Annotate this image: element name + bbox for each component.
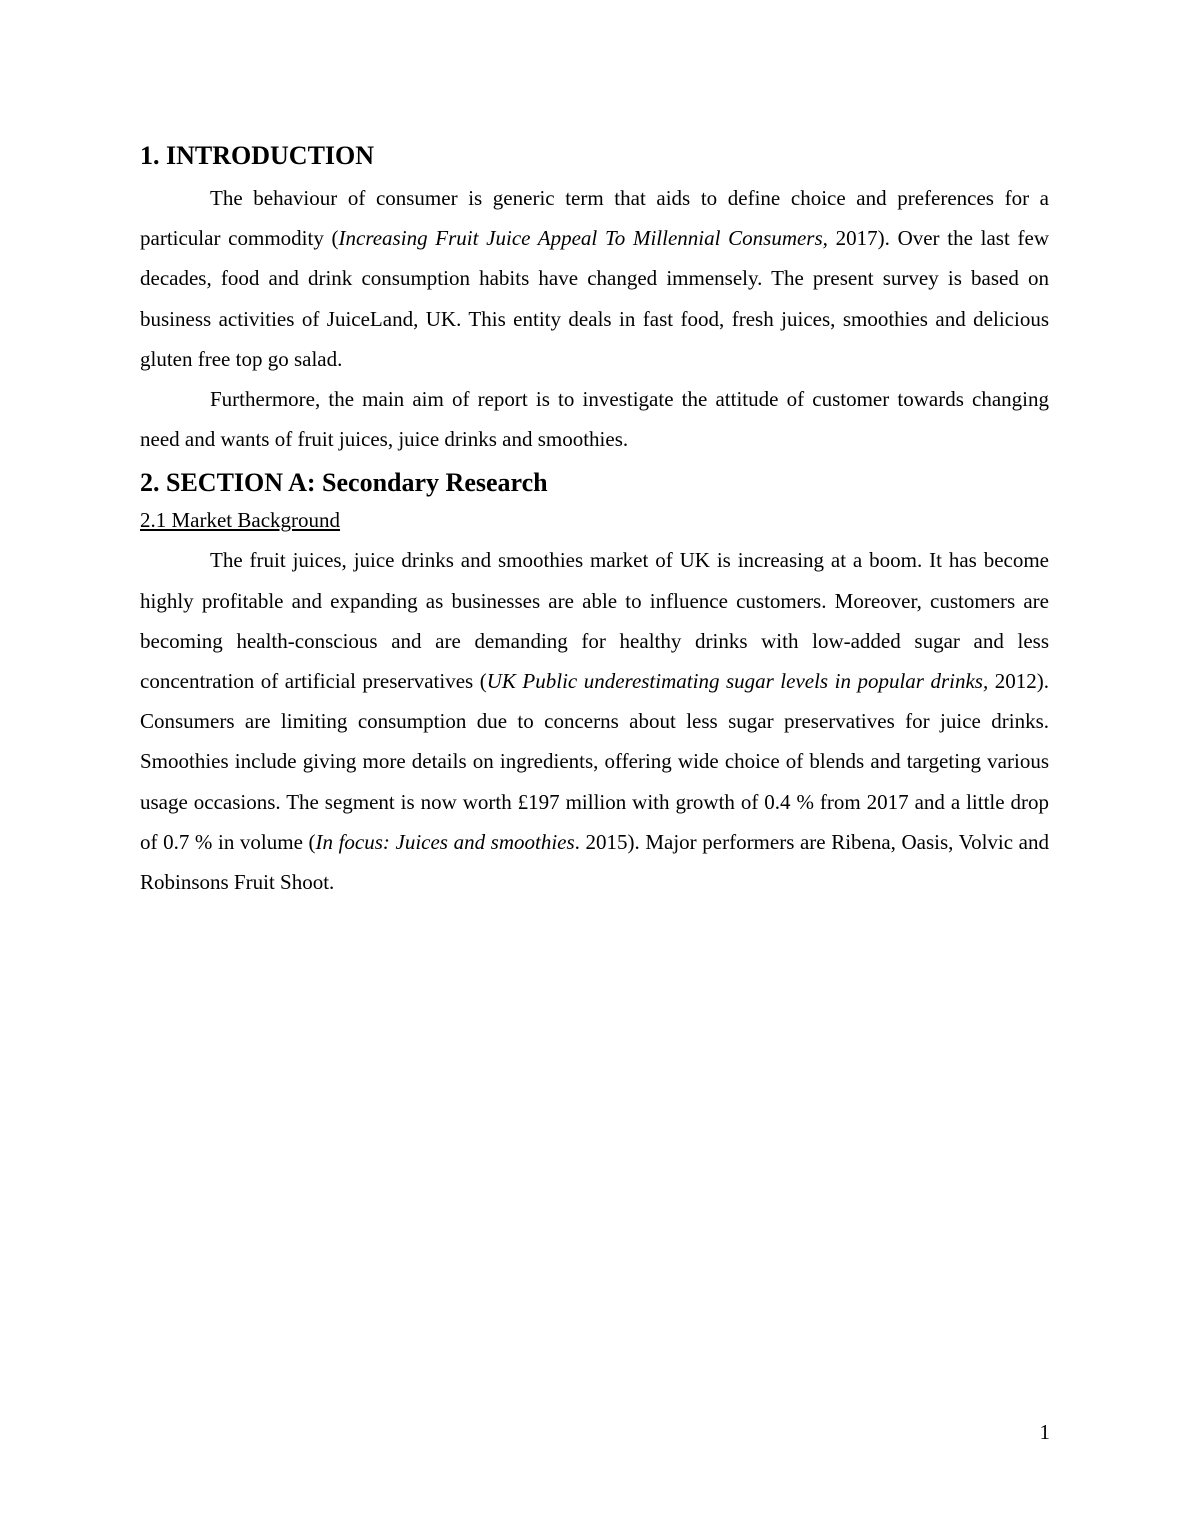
- introduction-heading: 1. INTRODUCTION: [140, 141, 375, 170]
- market-p1-citation-1: UK Public underestimating sugar levels in popular drinks,: [486, 669, 989, 694]
- market-background-paragraph: [140, 540, 1049, 902]
- document-page: [140, 138, 1049, 902]
- market-background-subheading: 2.1 Market Background: [140, 508, 341, 533]
- intro-paragraph-1: [140, 178, 1049, 379]
- market-p1-text-a: The fruit juices, juice drinks and smoothies market of UK is increasing at a boom. It has become highly profitable and expanding as businesses are able to influence customers. Moreover, customers are becoming health-conscious and are demanding for healthy drinks with low-added sugar and less concentration of artificial preservatives (: [140, 548, 1049, 694]
- section-a-heading: 2. SECTION A: Secondary Research: [140, 468, 548, 498]
- intro-p1-citation: Increasing Fruit Juice Appeal To Millennial Consumers,: [338, 226, 828, 251]
- intro-paragraph-2: Furthermore, the main aim of report is to investigate the attitude of customer towards changing need and wants of fruit juices, juice drinks and smoothies.: [140, 387, 1049, 452]
- page-number: 1: [1039, 1420, 1050, 1444]
- market-p1-citation-2: In focus: Juices and smoothies: [315, 829, 575, 854]
- intro-p1-text-b: 2017). Over the last few decades, food and drink consumption habits have changed immensely. The present survey is based on business activities of JuiceLand, UK. This entity deals in fast food, fresh juices, smoothies and delicious gluten free top go salad.: [140, 226, 1049, 371]
- market-p1-text-b: 2012). Consumers are limiting consumption due to concerns about less sugar preservatives for juice drinks. Smoothies include giving more details on ingredients, offering wide choice of blends and targeting various usage occasions. The segment is now worth £197 million with growth of 0.4 % from 2017 and a little drop of 0.7 % in volume (: [140, 669, 1049, 854]
- intro-p1-text-a: The behaviour of consumer is generic term that aids to define choice and preferences for a particular commodity (: [140, 186, 1049, 251]
- market-p1-text-c: . 2015). Major performers are Ribena, Oasis, Volvic and Robinsons Fruit Shoot.: [140, 829, 1050, 895]
